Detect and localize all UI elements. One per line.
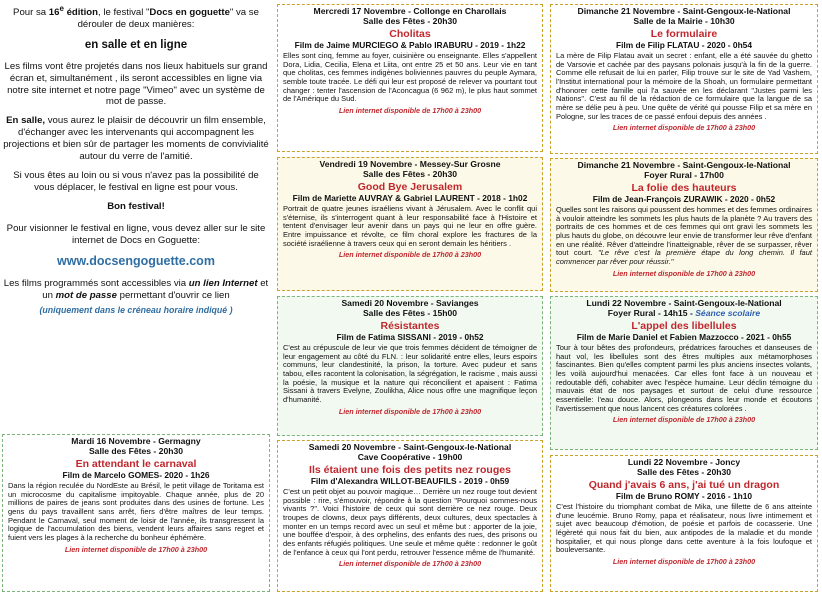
intro-note: (uniquement dans le créneau horaire indiqué ) [39,304,233,315]
online-availability: Lien internet disponible de 17h00 à 23h00 [612,268,756,278]
screening-venue: Salle des Fêtes - 20h30 [362,15,458,26]
website-link[interactable]: www.docsengoguette.com [57,254,215,269]
online-availability: Lien internet disponible de 17h00 à 23h00 [338,250,482,260]
screening-card-en-attendant-le-carnaval [2,434,270,592]
screening-card-le-formulaire [550,4,818,154]
film-description: C'est au crépuscule de leur vie que trois femmes décident de témoigner de leur engagement au côté du FLN. : leur solidarité entre elles, leurs espoirs communs, leur clandestinité, la prison, la torture. Avec pudeur et sans tabou, elles racontent la colonisation, la ségrégation, le racisme , mais aussi la poésie, la musique et la nature qui réconcilient et apaisent : Fatima Sissani à travers Evelyne, Zoulikha, Alice nous offre une magnifique leçon d'humanité. [283,342,537,404]
film-description: Portrait de quatre jeunes israéliens vivant à Jérusalem. Avec le conflit qui s'éternise, ils s'interrogent quant à leur responsabilité face à l'Histoire et tentent d'envisager leur avenir dans un pays qui ne leur en offre guère. Entre impuissance et révolte, ce film choral explore les fractures de la société israélienne à travers ceux qui en seront demain les héritiers . [283,203,537,248]
film-title: La folie des hauteurs [631,181,737,194]
film-quote: "Le rêve c'est la première étape du long chemin. Il faut commencer par rêver pour réussir." [556,248,812,266]
film-title: En attendant le carnaval [75,457,197,470]
film-credits: Film de Bruno ROMY - 2016 - 1h10 [615,491,753,502]
film-description: Quelles sont les raisons qui poussent des hommes et des femmes ordinaires à vouloir atteindre les sommets les plus hauts de la planète ? Au travers des portraits de ces hommes et de ces femmes qui ont gravi les sommets les plus hauts du globe, on découvre leur envie de transformer leur rêve d'enfant en une réalité. Rêver d'atteindre l'inatteignable, rêver de se surpasser, rêver tout court. "Le rêve c'est la première étape du long chemin. Il faut commencer par rêver pour réussir." [556,204,812,266]
intro-paragraph-access: Les films programmés sont accessibles via un lien Internet et un mot de passe permettant d'ouvrir ce lien [3,277,269,301]
screening-date: Mardi 16 Novembre - Germagny [71,436,201,446]
seance-scolaire-label: Séance scolaire [695,307,761,318]
screening-venue: Foyer Rural - 14h15 - Séance scolaire [607,307,761,318]
film-description: Dans la région reculée du NordEste au Brésil, le petit village de Toritama est un microcosme du capitalisme impitoyable. Chaque année, plus de 20 millions de paires de jeans sont produites dans des usines de fortune. Les gens du pays travaillent sans arrêt, fiers d'être maîtres de leur temps. Pendant le Carnaval, seul moment de loisir de l'année, ils transgressent la logique de l'accumulation des biens, vendent leurs affaires sans regret et fuient vers les plages à la recherche du bonheur éphémère. [8,480,264,542]
film-title: Le formulaire [650,27,718,40]
online-availability: Lien internet disponible de 17h00 à 23h00 [338,105,482,115]
screening-venue: Cave Coopérative - 19h00 [357,451,463,462]
screening-venue: Salle des Fêtes - 15h00 [362,307,458,318]
festival-name: Docs en goguette [149,7,230,19]
film-credits: Film de Jaime MURCIEGO & Pablo IRABURU - 2019 - 1h22 [294,40,526,51]
screening-card-tue-un-dragon [550,455,818,592]
film-title: L'appel des libellules [631,319,737,332]
intro-paragraph-online: Les films vont être projetés dans nos lieux habituels sur grand écran et, simultanément , ils seront accessibles en ligne via notre site internet et notre page "Vimeo" avec un système de mot de passe. [4,60,268,108]
film-description: Elles sont cinq, femme au foyer, cuisinière ou enseignante. Elles s'appellent Dora, Lidia, Cecilia, Elena et Liita, ont entre 25 et 50 ans. Leur vie en tant que cholitas, ces femmes indigènes boliviennes pauvres du peuple Aymara, semble toute tracée. Le défi qui leur est proposé de relever va pourtant tout changer : tenter l'ascension de l'Aconcagua (6 962 m), le plus haut sommet de l'Amérique du Sud. [283,50,537,104]
film-credits: Film de Jean-François ZURAWIK - 2020 - 0h52 [592,194,776,205]
film-credits: Film de Mariette AUVRAY & Gabriel LAURENT - 2018 - 1h02 [292,193,528,204]
film-title: Cholitas [389,27,431,40]
online-availability: Lien internet disponible de 17h00 à 23h00 [338,559,482,569]
film-description: C'est un petit objet au pouvoir magique… Derrière un nez rouge tout devient possible : rire, s'émouvoir, répondre à la question "Pourquoi sommes-nous vivants ?". Voici l'histoire de ceux qui sont derrière ce nez rouge. Deux troupes de clowns, deux pays différents, deux cultures, deux spectacles à monter en un temps record avec un seul et même but : apporter de la joie, une bouffée d'espoir, à des orphelins, des enfants des rues, des prisons ou des enfants réfugiés politiques. Une seule et même quête : redonner le goût de l'enfance à ceux qui l'ont perdu, retrouver l'essence même de l'humanité. [283,486,537,557]
online-availability: Lien internet disponible de 17h00 à 23h00 [612,415,756,425]
film-credits: Film de Filip FLATAU - 2020 - 0h54 [615,40,753,51]
screening-date: Lundi 22 Novembre - Saint-Gengoux-le-National [586,298,782,308]
film-credits: Film d'Alexandra WILLOT-BEAUFILS - 2019 - 0h59 [310,476,510,487]
screening-card-good-bye-jerusalem [277,157,543,291]
film-credits: Film de Marie Daniel et Fabien Mazzocco - 2021 - 0h55 [576,332,792,343]
online-availability: Lien internet disponible de 17h00 à 23h00 [612,123,756,133]
intro-paragraph-remote: Si vous êtes au loin ou si vous n'avez pas la possibilité de vous déplacer, le festival en ligne est pour vous. [13,170,259,194]
intro-paragraph-edition: Pour sa 16e édition, le festival "Docs en goguette" va se dérouler de deux manières: [13,4,259,31]
online-availability: Lien internet disponible de 17h00 à 23h00 [338,406,482,416]
screening-venue: Salle des Fêtes - 20h30 [88,445,184,456]
film-credits: Film de Marcelo GOMES- 2020 - 1h26 [62,470,210,481]
film-title: Ils étaient une fois des petits nez rouges [309,463,511,476]
film-description: Tour à tour bêtes des profondeurs, prédatrices farouches et danseuses de haut vol, les libellules sont des êtres multiples aux métamorphoses fascinantes. Bien qu'elles comptent parmi les plus anciens insectes volants, les voilà aujourd'hui menacées. Car elles font face à un nouveau et redoutable défi, cohabiter avec l'espèce humaine. Leur déclin témoigne du mauvais état de nos paysages et surtout de celui d'une ressource essentielle: l'eau douce. Alors, plongeons dans leur monde et écoutons l'avertissement que nous lancent ces créatures colorées . [556,342,812,413]
intro-paragraph-visionner: Pour visionner le festival en ligne, vous devez aller sur le site internet de Docs en Goguette: [6,223,266,247]
screening-venue: Foyer Rural - 17h00 [644,169,724,180]
film-title: Quand j'avais 6 ans, j'ai tué un dragon [588,478,780,491]
screening-date: Lundi 22 Novembre - Joncy [627,457,741,467]
screening-date: Dimanche 21 Novembre - Saint-Gengoux-le-National [577,160,791,170]
film-title: Résistantes [380,319,440,332]
film-description: La mère de Filip Flatau avait un secret : enfant, elle a été sauvée du ghetto de Varsovie et cachée par des paysans polonais jusqu'à la fin de la guerre. Comme elle refusait de lui en parler, Filip trouve sur le site de Yad Vashem, l'Institut international pour la mémoire de la Shoah, un formulaire permettant d'honorer cette famille qui l'a sauvée en les déclarant "Justes parmi les Nations". C'est au fil de la rédaction de ce formulaire que la langue de sa mère se délie peu à peu. Une quête de vérité qui pousse Filip et sa mère en Pologne, sur les traces de ce passé enfoui depuis des années . [556,50,812,121]
online-availability: Lien internet disponible de 17h00 à 23h00 [64,544,208,554]
screening-card-cholitas [277,4,543,152]
screening-date: Samedi 20 Novembre - Savianges [341,298,479,308]
online-availability: Lien internet disponible de 17h00 à 23h00 [612,556,756,566]
screening-date: Mercredi 17 Novembre - Collonge en Charollais [313,6,507,16]
film-description: C'est l'histoire du triomphant combat de Mika, une fillette de 6 ans atteinte d'une leucémie. Bruno Romy, papa et réalisateur, nous livre intimement et sujet avec beaucoup d'émotion, de poésie et parfois de cocasserie. Une légèreté qui nous fait du bien, aux antipodes de la maladie et du monde hospitalier, et qui nous plonge dans cette aventure à la fois loufoque et bouleversante. [556,501,812,555]
intro-paragraph-salle: En salle, vous aurez le plaisir de découvrir un film ensemble, d'échanger avec les intervenants qui accompagnent les projections et bien sûr de partager les moments de convivialité autour du verre de l'amitié. [3,115,269,163]
intro-bon-festival: Bon festival! [107,201,165,213]
screening-date: Dimanche 21 Novembre - Saint-Gengoux-le-National [577,6,791,16]
intro-column [2,4,270,424]
screening-card-la-folie-des-hauteurs [550,158,818,292]
screening-card-appel-des-libellules [550,296,818,450]
intro-headline: en salle et en ligne [84,39,188,52]
film-title: Good Bye Jerusalem [357,180,463,193]
screening-venue: Salle des Fêtes - 20h30 [362,168,458,179]
screening-date: Vendredi 19 Novembre - Messey-Sur Grosne [319,159,501,169]
screening-card-petits-nez-rouges [277,440,543,592]
film-credits: Film de Fatima SISSANI - 2019 - 0h52 [336,332,484,343]
screening-card-resistantes [277,296,543,436]
screening-venue: Salle de la Mairie - 10h30 [633,15,735,26]
screening-date: Samedi 20 Novembre - Saint-Gengoux-le-National [308,442,512,452]
screening-venue: Salle des Fêtes - 20h30 [636,466,732,477]
